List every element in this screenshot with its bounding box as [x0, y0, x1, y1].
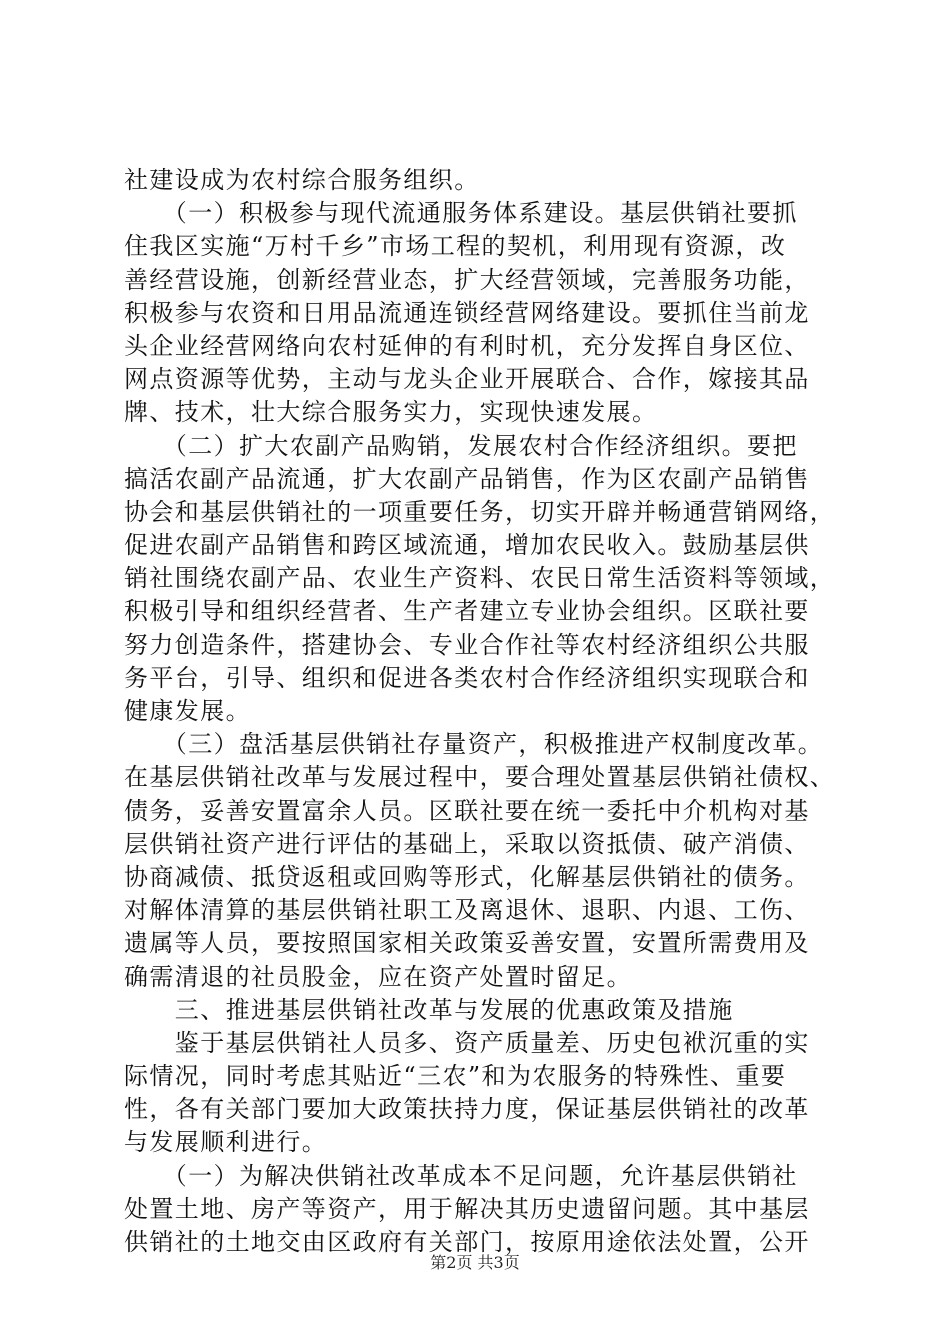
- text-line: （一）为解决供销社改革成本不足问题，允许基层供销社: [124, 1161, 798, 1190]
- text-line: 促进农副产品销售和跨区域流通，增加农民收入。鼓励基层供: [124, 531, 810, 560]
- text-line: 搞活农副产品流通，扩大农副产品销售，作为区农副产品销售: [124, 464, 810, 493]
- text-line: 努力创造条件，搭建协会、专业合作社等农村经济组织公共服: [124, 630, 810, 659]
- text-line: （一）积极参与现代流通服务体系建设。基层供销社要抓: [124, 199, 798, 228]
- text-line: 协会和基层供销社的一项重要任务，切实开辟并畅通营销网络，: [124, 497, 836, 526]
- text-line: （三）盘活基层供销社存量资产，积极推进产权制度改革。: [124, 730, 824, 759]
- text-line: 际情况，同时考虑其贴近“三农”和为农服务的特殊性、重要: [124, 1062, 787, 1091]
- text-line: 遗属等人员，要按照国家相关政策妥善安置，安置所需费用及: [124, 929, 810, 958]
- text-line: 社建设成为农村综合服务组织。: [124, 166, 480, 194]
- text-line: 对解体清算的基层供销社职工及离退休、退职、内退、工伤、: [124, 896, 810, 925]
- text-line: 头企业经营网络向农村延伸的有利时机，充分发挥自身区位、: [124, 331, 810, 360]
- text-line: 住我区实施“万村千乡”市场工程的契机，利用现有资源，改: [124, 232, 787, 261]
- text-line: 债务，妥善安置富余人员。区联社要在统一委托中介机构对基: [124, 796, 810, 825]
- text-line: 牌、技术，壮大综合服务实力，实现快速发展。: [124, 398, 658, 427]
- text-line: 确需清退的社员股金，应在资产处置时留足。: [124, 962, 632, 991]
- text-line: 善经营设施，创新经营业态，扩大经营领域，完善服务功能，: [124, 265, 810, 294]
- text-line: （二）扩大农副产品购销，发展农村合作经济组织。要把: [124, 431, 798, 460]
- text-line: 在基层供销社改革与发展过程中，要合理处置基层供销社债权、: [124, 763, 836, 792]
- text-line: 鉴于基层供销社人员多、资产质量差、历史包袱沉重的实: [124, 1028, 810, 1057]
- text-line: 性，各有关部门要加大政策扶持力度，保证基层供销社的改革: [124, 1095, 810, 1124]
- text-line: 积极引导和组织经营者、生产者建立专业协会组织。区联社要: [124, 597, 810, 626]
- page-footer: [0, 1253, 950, 1273]
- text-line: 供销社的土地交由区政府有关部门，按原用途依法处置，公开: [124, 1228, 810, 1256]
- section-heading: 三、推进基层供销社改革与发展的优惠政策及措施: [124, 995, 734, 1024]
- text-line: 积极参与农资和日用品流通连锁经营网络建设。要抓住当前龙: [124, 298, 810, 327]
- page-number-label: 第2页 共3页: [430, 1253, 520, 1272]
- document-body: [124, 164, 836, 1259]
- text-line: 网点资源等优势，主动与龙头企业开展联合、合作，嫁接其品: [124, 365, 810, 394]
- text-line: 层供销社资产进行评估的基础上，采取以资抵债、破产消债、: [124, 829, 810, 858]
- text-line: 处置土地、房产等资产，用于解决其历史遗留问题。其中基层: [124, 1194, 810, 1223]
- text-line: 销社围绕农副产品、农业生产资料、农民日常生活资料等领域，: [124, 564, 836, 593]
- text-line: 健康发展。: [124, 697, 251, 725]
- text-line: 务平台，引导、组织和促进各类农村合作经济组织实现联合和: [124, 663, 810, 692]
- text-line: 与发展顺利进行。: [124, 1128, 328, 1157]
- text-line: 协商减债、抵贷返租或回购等形式，化解基层供销社的债务。: [124, 862, 810, 891]
